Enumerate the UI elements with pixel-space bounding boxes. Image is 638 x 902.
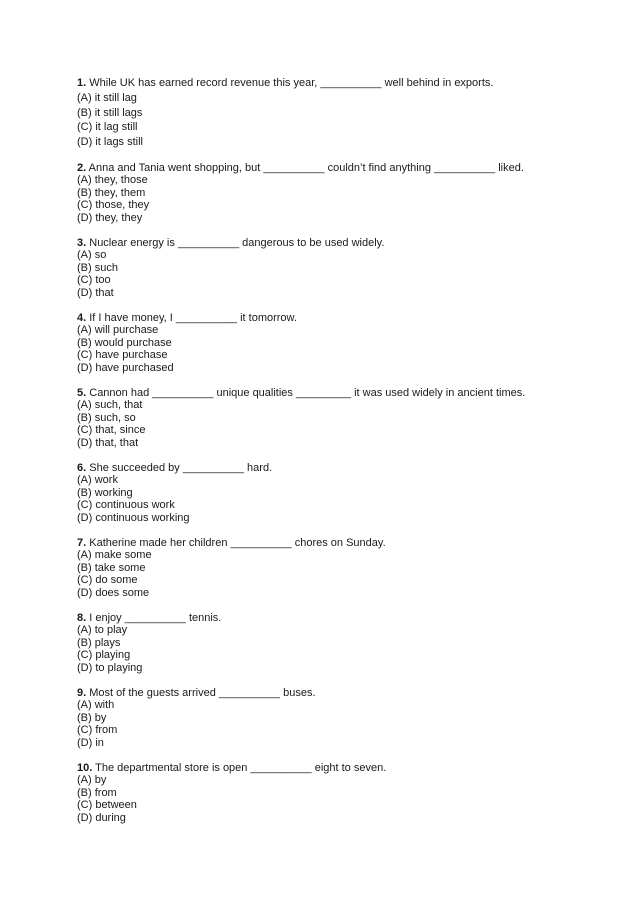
question-number: 1. bbox=[77, 77, 87, 89]
answer-option-a: (A) it still lag bbox=[77, 92, 137, 105]
question-stem bbox=[77, 537, 597, 549]
question-9 bbox=[77, 687, 597, 749]
answer-option-c: (C) do some bbox=[77, 574, 138, 587]
question-3 bbox=[77, 237, 597, 299]
question-text: If I have money, I __________ it tomorrow. bbox=[89, 312, 297, 324]
answer-option-d: (D) during bbox=[77, 811, 126, 824]
answer-option-b: (B) plays bbox=[77, 636, 121, 649]
answer-option-c: (C) from bbox=[77, 724, 118, 737]
question-text: While UK has earned record revenue this year, __________ well behind in exports. bbox=[89, 77, 494, 89]
answer-option-b: (B) such bbox=[77, 261, 118, 274]
answer-option-c: (C) playing bbox=[77, 649, 131, 662]
answer-option-b: (B) such, so bbox=[77, 411, 136, 424]
question-number: 10. bbox=[77, 762, 93, 774]
answer-option-a: (A) to play bbox=[77, 624, 128, 637]
answer-option-b: (B) would purchase bbox=[77, 336, 172, 349]
answer-option-a: (A) make some bbox=[77, 549, 152, 562]
answer-option-d: (D) it lags still bbox=[77, 135, 144, 148]
question-6 bbox=[77, 462, 597, 524]
question-2 bbox=[77, 162, 597, 224]
question-number: 8. bbox=[77, 612, 87, 624]
answer-option-d: (D) to playing bbox=[77, 661, 143, 674]
answer-option-d: (D) continuous working bbox=[77, 511, 190, 524]
answer-option-c: (C) continuous work bbox=[77, 499, 175, 512]
answer-option-a: (A) with bbox=[77, 699, 115, 712]
answer-option-c: (C) those, they bbox=[77, 199, 150, 212]
question-stem bbox=[77, 762, 597, 774]
question-number: 9. bbox=[77, 687, 87, 699]
answer-option-b: (B) from bbox=[77, 786, 117, 799]
question-text: Katherine made her children __________ chores on Sunday. bbox=[89, 537, 386, 549]
answer-option-d: (D) they, they bbox=[77, 211, 143, 224]
question-5 bbox=[77, 387, 597, 449]
answer-option-c: (C) have purchase bbox=[77, 349, 168, 362]
question-stem bbox=[77, 462, 597, 474]
answer-option-c: (C) between bbox=[77, 799, 137, 812]
answer-option-b: (B) take some bbox=[77, 561, 146, 574]
answer-option-c: (C) it lag still bbox=[77, 121, 138, 134]
question-stem bbox=[77, 237, 597, 249]
answer-option-b: (B) working bbox=[77, 486, 133, 499]
answer-option-c: (C) too bbox=[77, 274, 111, 287]
answer-option-d: (D) have purchased bbox=[77, 361, 174, 374]
answer-option-a: (A) such, that bbox=[77, 399, 143, 412]
answer-option-a: (A) will purchase bbox=[77, 324, 159, 337]
answer-option-d: (D) that, that bbox=[77, 436, 139, 449]
question-stem bbox=[77, 687, 597, 699]
question-text: Anna and Tania went shopping, but __________ couldn’t find anything __________ liked. bbox=[88, 162, 524, 174]
question-text: She succeeded by __________ hard. bbox=[89, 462, 273, 474]
question-7 bbox=[77, 537, 597, 599]
answer-option-a: (A) so bbox=[77, 249, 107, 262]
answer-option-a: (A) work bbox=[77, 474, 118, 487]
question-number: 5. bbox=[77, 387, 87, 399]
question-stem bbox=[77, 612, 597, 624]
question-stem bbox=[77, 387, 597, 399]
question-stem bbox=[77, 77, 597, 89]
answer-option-d: (D) in bbox=[77, 736, 104, 749]
question-stem bbox=[77, 312, 597, 324]
question-1 bbox=[77, 77, 597, 149]
answer-option-a: (A) they, those bbox=[77, 174, 148, 187]
answer-option-d: (D) that bbox=[77, 286, 114, 299]
question-number: 7. bbox=[77, 537, 87, 549]
question-number: 2. bbox=[77, 162, 87, 174]
answer-option-b: (B) they, them bbox=[77, 186, 146, 199]
question-text: I enjoy __________ tennis. bbox=[89, 612, 222, 624]
question-number: 3. bbox=[77, 237, 87, 249]
answer-option-a: (A) by bbox=[77, 774, 107, 787]
question-number: 6. bbox=[77, 462, 87, 474]
answer-option-c: (C) that, since bbox=[77, 424, 146, 437]
answer-option-d: (D) does some bbox=[77, 586, 150, 599]
question-number: 4. bbox=[77, 312, 87, 324]
question-stem bbox=[77, 162, 597, 174]
question-text: Cannon had __________ unique qualities _________ it was used widely in ancient times. bbox=[89, 387, 526, 399]
question-text: Nuclear energy is __________ dangerous to be used widely. bbox=[89, 237, 385, 249]
question-text: The departmental store is open __________ eight to seven. bbox=[95, 762, 387, 774]
question-8 bbox=[77, 612, 597, 674]
question-text: Most of the guests arrived __________ buses. bbox=[89, 687, 316, 699]
question-10 bbox=[77, 762, 597, 824]
answer-option-b: (B) by bbox=[77, 711, 107, 724]
answer-option-b: (B) it still lags bbox=[77, 106, 143, 119]
question-4 bbox=[77, 312, 597, 374]
